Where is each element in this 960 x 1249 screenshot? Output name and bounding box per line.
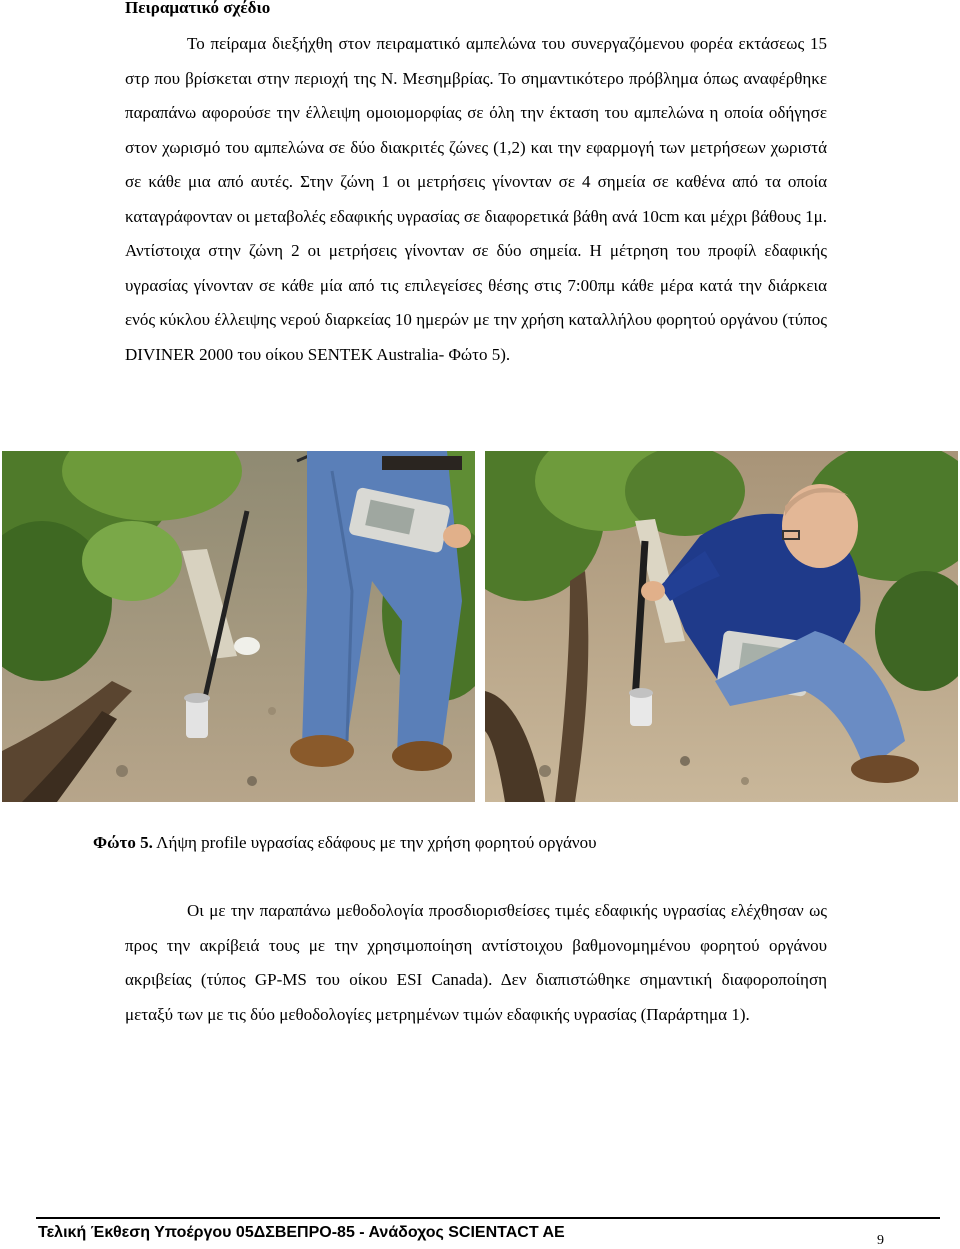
page-number: 9 (877, 1233, 884, 1248)
footer-divider (36, 1217, 940, 1219)
photo-right-measurement (485, 451, 958, 802)
paragraph-experimental-design (125, 27, 827, 372)
caption-label: Φώτο 5. (93, 833, 153, 852)
section-heading: Πειραματικό σχέδιο (125, 0, 271, 17)
photo-right-image (485, 451, 958, 802)
photo-left-measurement (2, 451, 475, 802)
paragraph-text: Οι με την παραπάνω μεθοδολογία προσδιορισθείσες τιμές εδαφικής υγρασίας ελέχθησαν ως προς την ακρίβειά τους με την χρησιμοποίηση αντίστοιχου βαθμονομημένου φορητού οργάνου ακριβείας (τύπος GP-MS του οίκου ESI Canada). Δεν διαπιστώθηκε σημαντική διαφοροποίηση μεταξύ των με τις δύο μεθοδολογίες μετρημένων τιμών εδαφικής υγρασίας (Παράρτημα 1). (125, 901, 827, 1024)
paragraph-text: Το πείραμα διεξήχθη στον πειραματικό αμπελώνα του συνεργαζόμενου φορέα εκτάσεως 15 στρ που βρίσκεται στην περιοχή της Ν. Μεσημβρίας. Το σημαντικότερο πρόβλημα όπως αναφέρθηκε παραπάνω αφορούσε την έλλειψη ομοιομορφίας σε όλη την έκταση του αμπελώνα η οποία οδήγησε στον χωρισμό του αμπελώνα σε δύο διακριτές ζώνες (1,2) και την εφαρμογή των μετρήσεων χωριστά σε κάθε μια από αυτές. Στην ζώνη 1 οι μετρήσεις γίνονταν σε 4 σημεία σε καθένα από τα οποία καταγράφονταν οι μεταβολές εδαφικής υγρασίας σε διαφορετικά βάθη ανά 10cm και μέχρι βάθους 1μ. Αντίστοιχα στην ζώνη 2 οι μετρήσεις γίνονταν σε δύο σημεία. Η μέτρηση του προφίλ εδαφικής υγρασίας γίνονταν σε κάθε μία από τις επιλεγείσες θέσης στις 7:00πμ κάθε μέρα κατά την διάρκεια ενός κύκλου έλλειψης νερού διαρκείας 10 ημερών με την χρήση καταλλήλου φορητού οργάνου (τύπος DIVINER 2000 του οίκου SENTEK Australia- Φώτο 5). (125, 34, 827, 364)
paragraph-validation (125, 894, 827, 1032)
photo-left-image (2, 451, 475, 802)
caption-text: Λήψη profile υγρασίας εδάφους με την χρήση φορητού οργάνου (152, 833, 597, 852)
footer-title: Τελική Έκθεση Υποέργου 05ΔΣΒΕΠΡΟ-85 - Ανάδοχος SCIENTACT AE (38, 1224, 565, 1241)
figure-caption (93, 832, 597, 854)
